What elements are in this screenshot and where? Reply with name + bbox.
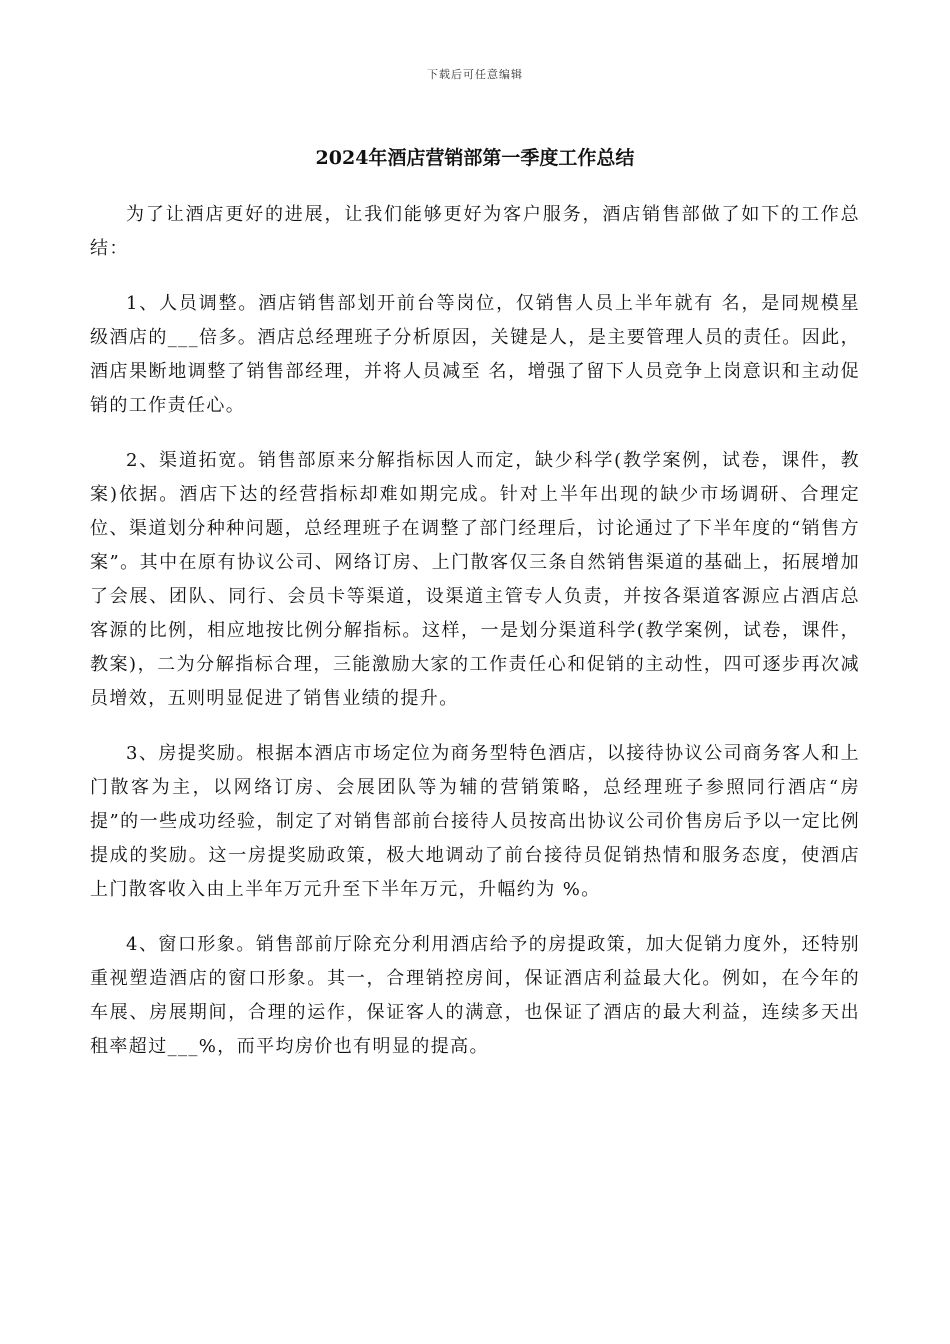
header-note: 下载后可任意编辑: [427, 68, 523, 81]
paragraph-window-image: 4、窗口形象。销售部前厅除充分利用酒店给予的房提政策，加大促销力度外，还特别重视塑造酒店的窗口形象。其一，合理销控房间，保证酒店利益最大化。例如，在今年的车展、房展期间，合理的运作，保证客人的满意，也保证了酒店的最大利益，连续多天出租率超过___%，而平均房价也有明显的提高。: [90, 934, 860, 1057]
paragraph-staff-adjustment: 1、人员调整。酒店销售部划开前台等岗位，仅销售人员上半年就有 名，是同规模星级酒店的___倍多。酒店总经理班子分析原因，关键是人，是主要管理人员的责任。因此，酒店果断地调整了销售部经理，并将人员减至 名，增强了留下人员竞争上岗意识和主动促销的工作责任心。: [90, 293, 860, 416]
document-body: [90, 198, 860, 1085]
intro-paragraph: 为了让酒店更好的进展，让我们能够更好为客户服务，酒店销售部做了如下的工作总结：: [90, 204, 860, 259]
paragraph-channel-expansion: 2、渠道拓宽。销售部原来分解指标因人而定，缺少科学(教学案例，试卷，课件，教案)依据。酒店下达的经营指标却难如期完成。针对上半年出现的缺少市场调研、合理定位、渠道划分种种问题，总经理班子在调整了部门经理后，讨论通过了下半年度的“销售方案”。其中在原有协议公司、网络订房、上门散客仅三条自然销售渠道的基础上，拓展增加了会展、团队、同行、会员卡等渠道，设渠道主管专人负责，并按各渠道客源应占酒店总客源的比例，相应地按比例分解指标。这样，一是划分渠道科学(教学案例，试卷，课件，教案)，二为分解指标合理，三能激励大家的工作责任心和促销的主动性，四可逐步再次减员增效，五则明显促进了销售业绩的提升。: [90, 450, 860, 709]
paragraph-room-commission: 3、房提奖励。根据本酒店市场定位为商务型特色酒店，以接待协议公司商务客人和上门散客为主，以网络订房、会展团队等为辅的营销策略，总经理班子参照同行酒店“房提”的一些成功经验，制定了对销售部前台接待人员按高出协议公司价售房后予以一定比例提成的奖励。这一房提奖励政策，极大地调动了前台接待员促销热情和服务态度，使酒店上门散客收入由上半年万元升至下半年万元，升幅约为 %。: [90, 743, 860, 900]
document-title: 2024年酒店营销部第一季度工作总结: [315, 147, 635, 169]
